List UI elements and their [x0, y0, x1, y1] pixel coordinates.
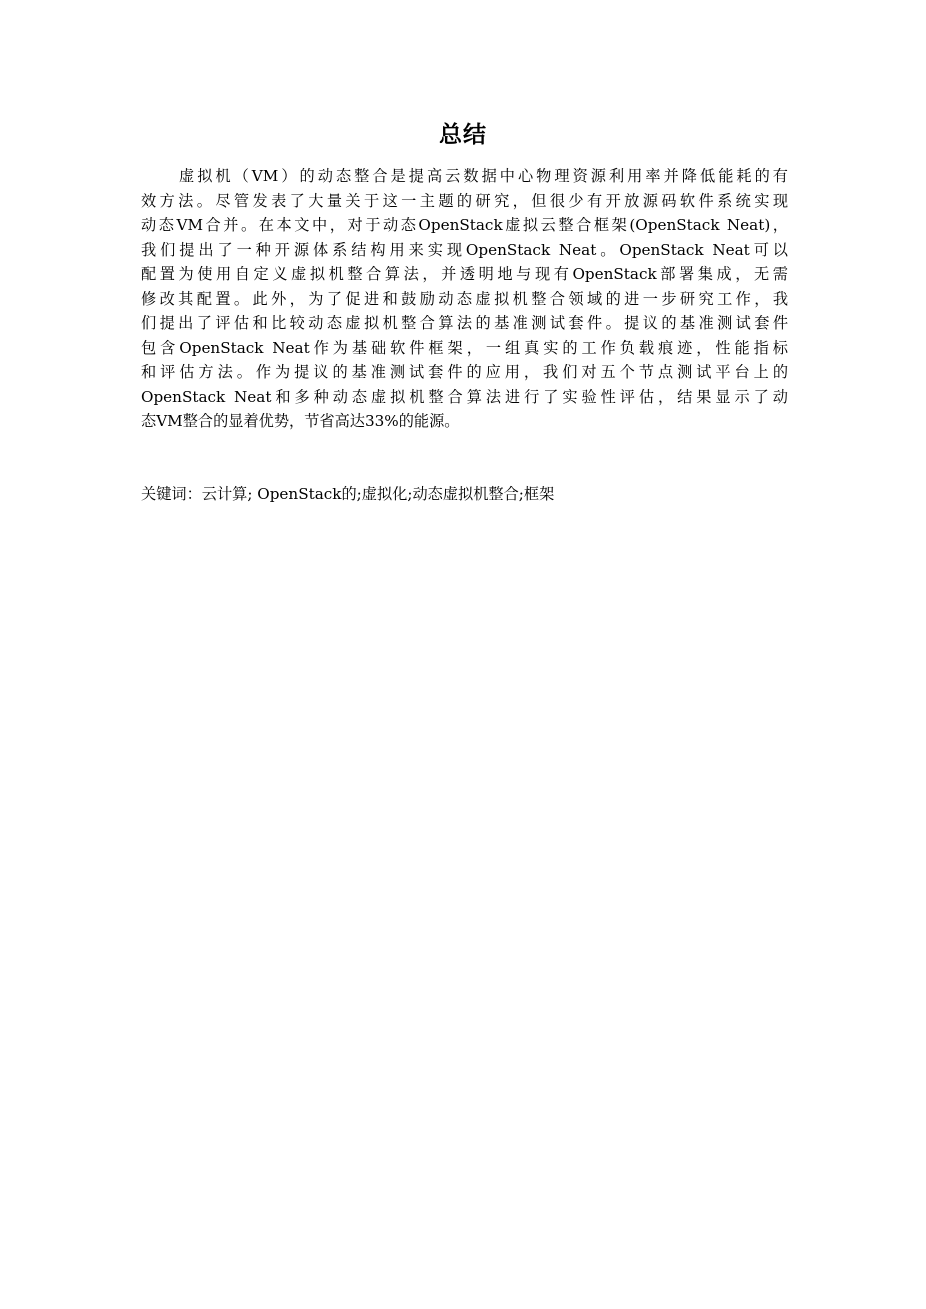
- abstract-line: 效方法。尽管发表了大量关于这一主题的研究，但很少有开放源码软件系统实现: [141, 191, 788, 210]
- keywords-line: 关键词：云计算; OpenStack的;虚拟化;动态虚拟机整合;框架: [141, 485, 555, 503]
- abstract-line: 我们提出了一种开源体系结构用来实现OpenStack Neat。OpenStack Neat可以: [141, 240, 788, 259]
- abstract-line: OpenStack Neat和多种动态虚拟机整合算法进行了实验性评估，结果显示了动: [141, 387, 788, 406]
- abstract-line: 动态VM合并。在本文中，对于动态OpenStack虚拟云整合框架(OpenStack Neat)，: [141, 216, 788, 234]
- abstract-line: 包含OpenStack Neat作为基础软件框架，一组真实的工作负载痕迹，性能指标: [141, 338, 788, 357]
- abstract-line: 虚拟机（VM）的动态整合是提高云数据中心物理资源利用率并降低能耗的有: [179, 167, 788, 185]
- abstract-line: 态VM整合的显着优势，节省高达33%的能源。: [141, 412, 460, 430]
- abstract-line: 和评估方法。作为提议的基准测试套件的应用，我们对五个节点测试平台上的: [141, 363, 788, 381]
- abstract-paragraph: [141, 164, 788, 434]
- abstract-line: 修改其配置。此外，为了促进和鼓励动态虚拟机整合领域的进一步研究工作，我: [141, 289, 788, 308]
- abstract-line: 们提出了评估和比较动态虚拟机整合算法的基准测试套件。提议的基准测试套件: [141, 314, 788, 332]
- abstract-line: 配置为使用自定义虚拟机整合算法，并透明地与现有OpenStack部署集成，无需: [141, 265, 788, 283]
- page-title: 总结: [439, 122, 487, 148]
